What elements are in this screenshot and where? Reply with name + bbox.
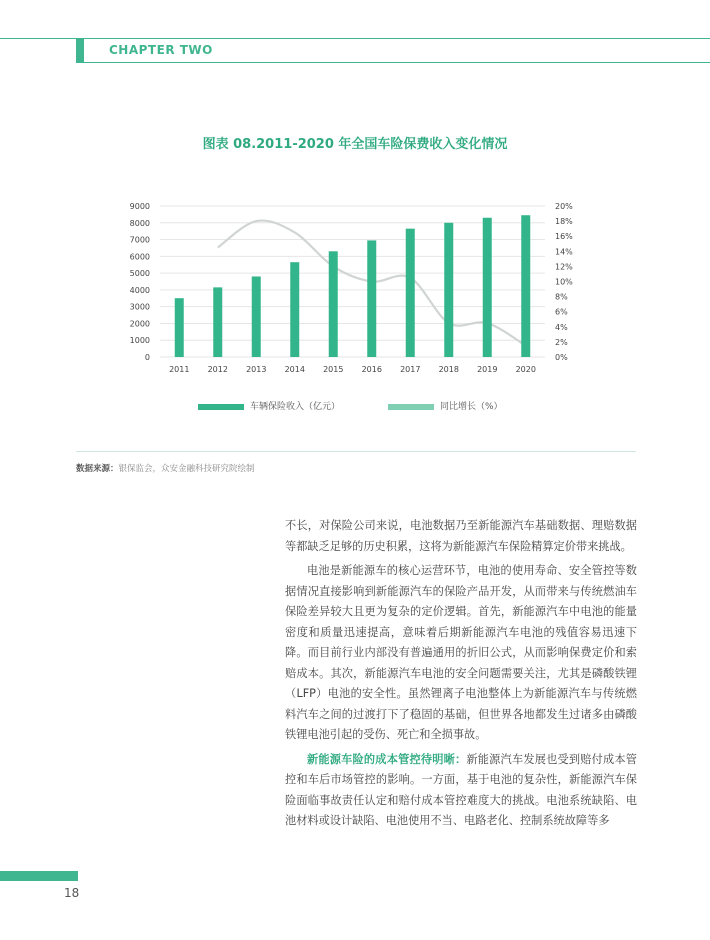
bar-2018 [444,223,453,357]
bar-2019 [483,218,492,357]
y-right-tick-label: 4% [555,322,568,332]
bar-2020 [521,215,530,357]
source-text: 银保监会，众安金融科技研究院绘制 [118,464,255,474]
source-separator [76,451,636,452]
legend-swatch-line [388,404,434,410]
bar-2013 [252,276,261,357]
body-text [285,516,637,836]
legend-item-bars [198,399,340,412]
header-rule-lower [78,62,710,63]
y-right-tick-label: 12% [555,262,573,272]
y-right-tick-label: 18% [555,217,573,227]
y-left-tick-label: 1000 [129,336,150,346]
y-left-tick-label: 9000 [129,202,150,211]
chart-title: 图表 08.2011-2020 年全国车险保费收入变化情况 [202,137,508,152]
y-right-tick-label: 8% [555,292,568,302]
y-left-tick-label: 6000 [129,252,150,262]
y-left-tick-label: 4000 [129,285,150,295]
paragraph-1: 不长，对保险公司来说，电池数据乃至新能源汽车基础数据、理赔数据等都缺乏足够的历史积累，这将为新能源汽车保险精算定价带来挑战。 [285,519,637,553]
data-source [76,462,255,474]
y-right-tick-label: 0% [555,353,568,362]
y-left-tick-label: 2000 [129,319,150,329]
x-tick-label: 2014 [284,365,305,374]
y-left-tick-label: 7000 [129,235,150,245]
y-right-tick-label: 16% [555,232,573,242]
bar-2011 [175,298,184,357]
header-rule [0,38,710,39]
y-right-tick-label: 10% [555,277,573,287]
x-tick-label: 2018 [438,365,459,374]
paragraph-3-text: 新能源汽车发展也受到赔付成本管控和车后市场管控的影响。一方面，基于电池的复杂性，新能源汽车保险面临事故责任认定和赔付成本管控难度大的挑战。电池系统缺陷、电池材料或设计缺陷、电池使用不当、电路老化、控制系统故障等多 [285,752,637,827]
paragraph-2: 电池是新能源车的核心运营环节，电池的使用寿命、安全管控等数据情况直接影响到新能源汽车的保险产品开发，从而带来与传统燃油车保险差异较大且更为复杂的定价逻辑。首先，新能源汽车中电池的能量密度和质量迅速提高，意味着后期新能源汽车电池的残值容易迅速下降。而目前行业内部没有普遍通用的折旧公式，从而影响保费定价和索赔成本。其次，新能源汽车电池的安全问题需要关注，尤其是磷酸铁锂（LFP）电池的安全性。虽然锂离子电池整体上为新能源汽车与传统燃料汽车之间的过渡打下了稳固的基础，但世界各地都发生过诸多由磷酸铁锂电池引起的受伤、死亡和全损事故。 [285,564,637,741]
y-left-tick-label: 5000 [129,269,150,279]
header-accent-block [76,39,84,63]
bar-2012 [213,287,222,357]
paragraph-3 [285,750,637,832]
legend-item-line [388,399,503,412]
y-right-tick-label: 20% [555,202,573,211]
paragraph-3-heading: 新能源车险的成本管控待明晰： [307,752,467,766]
chapter-label: CHAPTER TWO [109,43,213,57]
y-left-tick-label: 0 [144,353,150,362]
x-tick-label: 2012 [207,365,228,374]
y-left-tick-label: 8000 [129,218,150,228]
y-right-tick-label: 6% [555,307,568,317]
x-tick-label: 2015 [323,365,344,374]
legend-swatch-bars [198,404,244,410]
page-number: 18 [64,886,80,900]
bar-2016 [367,240,376,357]
footer-accent-bar [0,871,78,881]
x-tick-label: 2017 [400,365,421,374]
source-label: 数据来源： [76,464,119,474]
y-left-tick-label: 3000 [129,302,150,312]
legend-label-bars: 车辆保险收入（亿元） [250,402,341,412]
x-tick-label: 2013 [246,365,267,374]
bar-line-chart [0,190,710,390]
bar-2014 [290,262,299,357]
bar-2017 [406,229,415,357]
x-tick-label: 2011 [169,365,190,374]
legend-label-line: 同比增长（%） [440,402,503,412]
x-tick-label: 2020 [515,365,536,374]
bar-2015 [329,251,338,357]
x-tick-label: 2016 [361,365,382,374]
y-right-tick-label: 14% [555,247,573,257]
x-tick-label: 2019 [477,365,498,374]
y-right-tick-label: 2% [555,337,568,347]
